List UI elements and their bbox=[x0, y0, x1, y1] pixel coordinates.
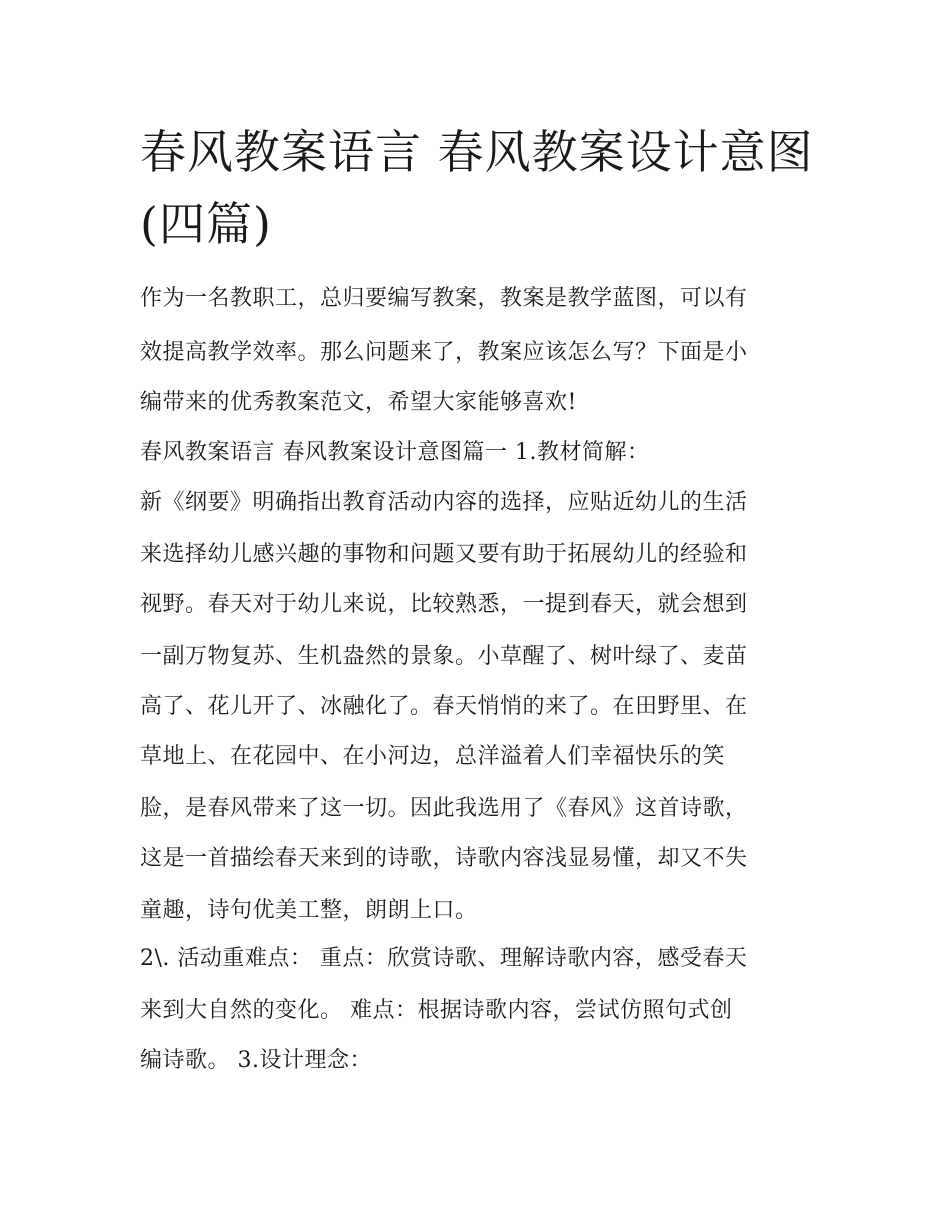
body-text-line: 2\. 活动重难点： 重点：欣赏诗歌、理解诗歌内容，感受春天 bbox=[140, 946, 748, 971]
body-text-line: 来选择幼儿感兴趣的事物和问题又要有助于拓展幼儿的经验和 bbox=[140, 542, 748, 567]
body-text-line: 效提高教学效率。那么问题来了，教案应该怎么写？下面是小 bbox=[140, 340, 748, 365]
body-text-line: 视野。春天对于幼儿来说，比较熟悉，一提到春天，就会想到 bbox=[140, 592, 748, 617]
body-text-line: 新《纲要》明确指出教育活动内容的选择，应贴近幼儿的生活 bbox=[140, 490, 748, 515]
body-text-line: 一副万物复苏、生机盎然的景象。小草醒了、树叶绿了、麦苗 bbox=[140, 644, 748, 669]
body-text-line: 来到大自然的变化。 难点：根据诗歌内容，尝试仿照句式创 bbox=[140, 998, 733, 1023]
body-text-line: 草地上、在花园中、在小河边，总洋溢着人们幸福快乐的笑 bbox=[140, 744, 726, 769]
section-heading-line: 春风教案语言 春风教案设计意图篇一 1.教材简解： bbox=[140, 440, 650, 465]
body-text-line: 高了、花儿开了、冰融化了。春天悄悄的来了。在田野里、在 bbox=[140, 694, 748, 719]
body-text-line: 编诗歌。 3.设计理念： bbox=[140, 1048, 372, 1073]
document-title: 春风教案语言 春风教案设计意图(四篇) bbox=[140, 125, 814, 251]
body-text-line: 作为一名教职工，总归要编写教案，教案是教学蓝图，可以有 bbox=[140, 286, 748, 311]
body-text-line: 编带来的优秀教案范文，希望大家能够喜欢! bbox=[140, 390, 577, 415]
body-text-line: 童趣，诗句优美工整，朗朗上口。 bbox=[140, 898, 478, 923]
body-text-line: 这是一首描绘春天来到的诗歌，诗歌内容浅显易懂，却又不失 bbox=[140, 846, 748, 871]
body-text-line: 脸，是春风带来了这一切。因此我选用了《春风》这首诗歌， bbox=[140, 796, 748, 821]
